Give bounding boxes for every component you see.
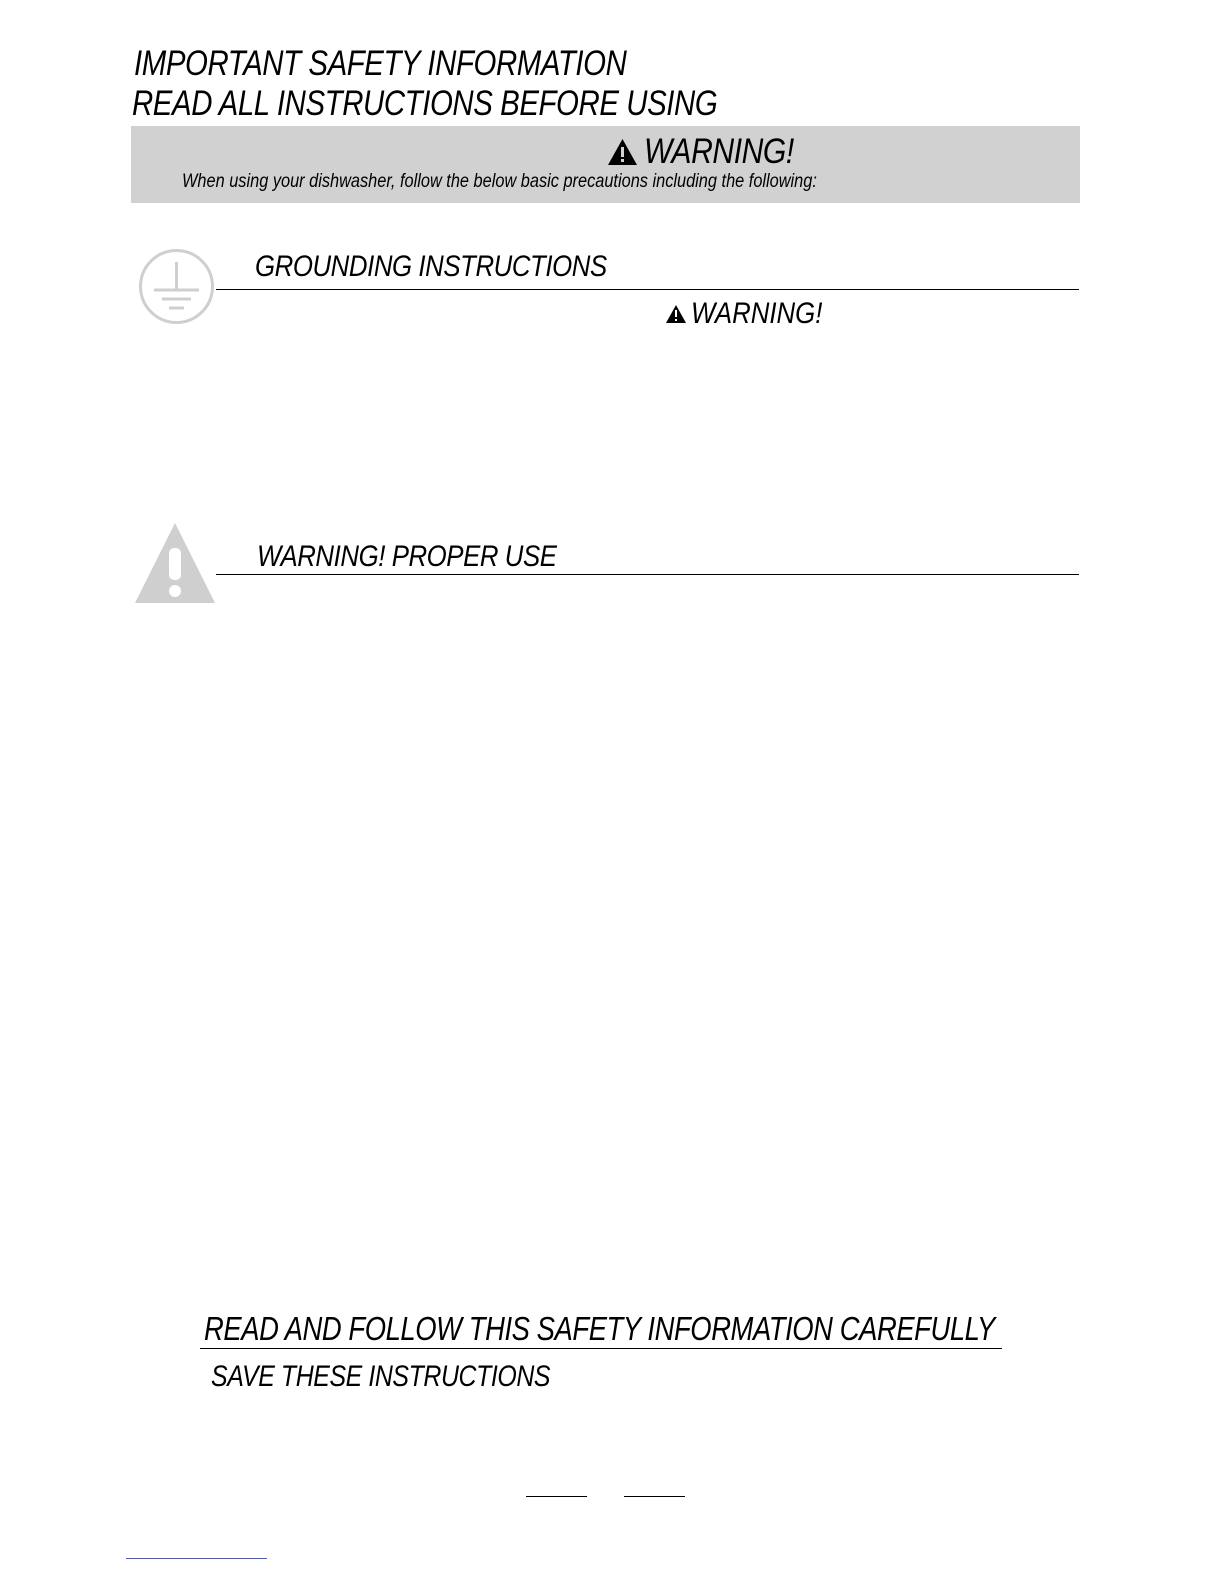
banner-warning-heading — [607, 132, 818, 172]
banner-warning-label: WARNING! — [644, 132, 794, 171]
page-title-line-1: IMPORTANT SAFETY INFORMATION — [134, 44, 627, 83]
banner-subtitle: When using your dishwasher, follow the below basic precautions including the following: — [182, 171, 817, 192]
proper-use-divider — [216, 574, 1079, 575]
page-number-rule-left — [526, 1496, 587, 1497]
grounding-divider — [216, 289, 1079, 290]
grounding-warning-label: WARNING! — [691, 297, 823, 330]
footer-read-follow: READ AND FOLLOW THIS SAFETY INFORMATION CAREFULLY — [204, 1310, 995, 1347]
ground-symbol-icon — [138, 248, 215, 325]
page-number-rule-right — [624, 1496, 685, 1497]
warning-triangle-icon — [607, 138, 638, 166]
warning-triangle-icon — [665, 304, 687, 324]
page-title-line-2: READ ALL INSTRUCTIONS BEFORE USING — [132, 84, 718, 123]
proper-use-heading: WARNING! PROPER USE — [257, 540, 557, 573]
footer-save-instructions: SAVE THESE INSTRUCTIONS — [211, 1360, 551, 1393]
warning-banner — [131, 126, 1080, 203]
grounding-warning-heading — [665, 296, 844, 332]
footer-divider — [200, 1348, 1002, 1349]
link-underline — [126, 1558, 267, 1559]
grounding-heading: GROUNDING INSTRUCTIONS — [255, 250, 607, 283]
caution-triangle-icon — [133, 521, 217, 605]
